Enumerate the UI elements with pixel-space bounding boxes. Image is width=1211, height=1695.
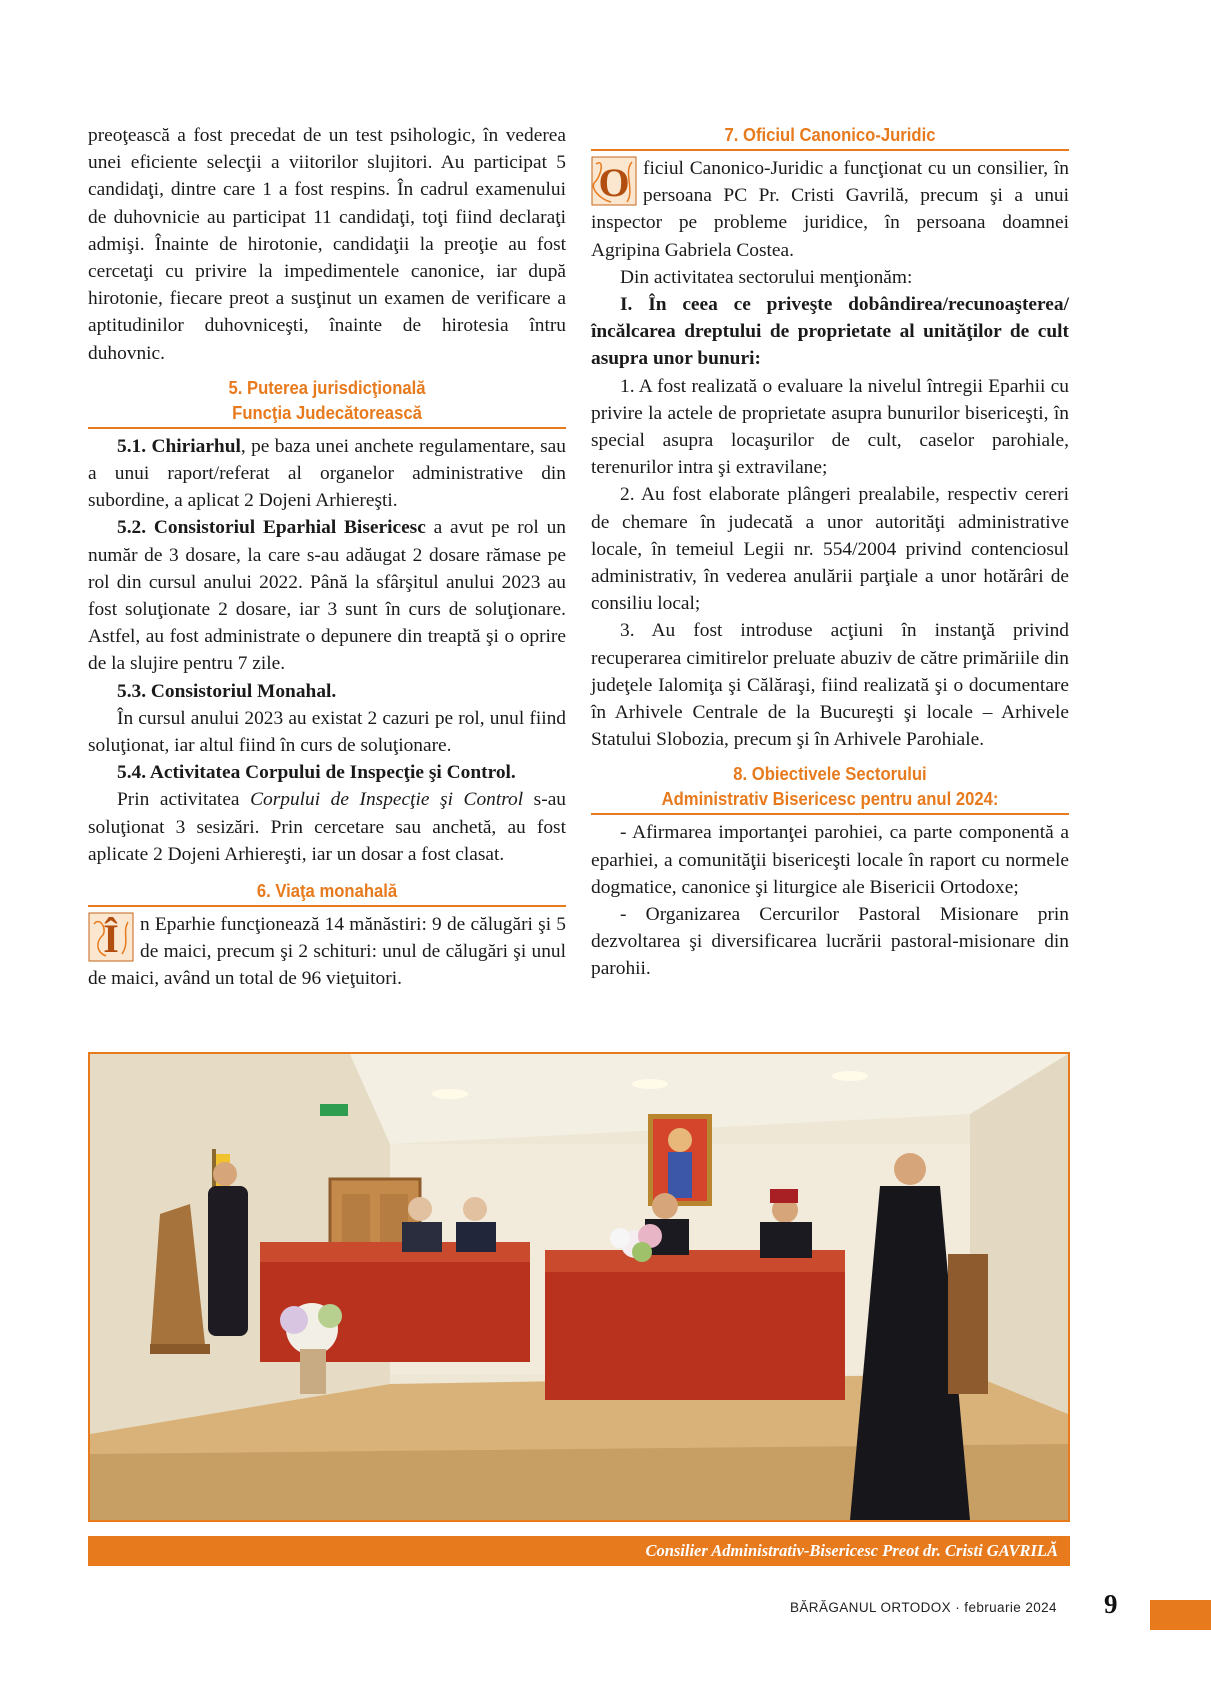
section-8-subtitle: Administrativ Bisericesc pentru anul 2024: (661, 788, 999, 810)
section-8-rule (591, 813, 1069, 815)
right-column (591, 122, 1069, 983)
publication-name: BĂRĂGANUL ORTODOX (790, 1600, 952, 1615)
paragraph-6: Î n Eparhie funcţionează 14 mănăstiri: 9 de călugări şi 5 de maici, precum şi 2 schituri: unul de călugări şi unul de maici, având un total de 96 vieţuitori. (88, 914, 566, 990)
paragraph-5-4-heading: 5.4. Activitatea Corpului de Inspecţie şi Control. (117, 762, 516, 784)
issue-date: · februarie 2024 (951, 1600, 1057, 1615)
section-7-rule (591, 149, 1069, 151)
section-5-subtitle: Funcţia Judecătorească (232, 401, 422, 423)
intro-paragraph: preoţească a fost precedat de un test psihologic, în vederea unei eficiente selecţii a viitorilor slujitori. Au participat 5 candidaţi, dintre care 1 a fost respins. În cadrul examenului de duhovnicie au participat 11 candidaţi, toţi fiind declaraţi admişi. Înainte de hirotonie, candidaţii la preoţie au fost cercetaţi cu privire la impedimentele canonice, iar după hirotonie, fiecare preot a susţinut un examen de verificare a aptitudinilor duhovniceşti, înainte de hirotesia întru duhovnic. (88, 125, 566, 364)
section-5-title: 5. Puterea jurisdicţională (228, 376, 426, 398)
page-number: 9 (1104, 1589, 1118, 1619)
paragraph-5-3: În cursul anului 2023 au existat 2 cazuri pe rol, unul fiind soluţionat, iar altul fiind în curs de soluţionare. (88, 707, 566, 757)
list-item-2: 2. Au fost elaborate plângeri prealabile, respectiv cereri de chemare în judecată a unor autorităţi administrative locale, în temeiul Legii nr. 554/2004 privind contenciosul administrativ, în vederea anulării parţiale a unor hotărâri de consiliu local; (591, 484, 1069, 615)
section-7-title: 7. Oficiul Canonico-Juridic (724, 124, 936, 145)
section-5-rule (88, 427, 566, 429)
paragraph-I-heading: I. În ceea ce priveşte dobândirea/recunoaşterea/încălcarea dreptului de proprietate al unităţilor de cult asupra unor bunuri: (591, 294, 1069, 370)
section-6-rule (88, 905, 566, 907)
section-8-title: 8. Obiectivele Sectorului (733, 763, 927, 785)
section-6-title: 6. Viaţa monahală (256, 880, 398, 902)
paragraph-5-3-heading: 5.3. Consistoriul Monahal. (117, 680, 337, 702)
ornamental-dropcap-i (88, 912, 134, 962)
paragraph-7: O ficiul Canonico-Juridic a funcţionat cu un consilier, în persoana PC Pr. Cristi Gavrilă, precum şi a unui inspector pe probleme juridice, în persoana doamnei Agripina Gabriela Costea. (591, 158, 1069, 261)
list-item-3: 3. Au fost introduse acţiuni în instanţă privind recuperarea cimitirelor preluate abuziv de către primăriile din judeţele Ialomiţa şi Călăraşi, fiind realizată şi o documentare în Arhivele Centrale de la Bucureşti şi locale – Arhivele Statului Slobozia, precum şi în Arhivele Parohiale. (591, 620, 1069, 751)
list-item-1: 1. A fost realizată o evaluare la nivelul întregii Eparhii cu privire la actele de proprietate asupra bunurilor bisericeşti, în special asupra locaşurilor de cult, caselor parohiale, terenurilor intra şi extravilane; (591, 375, 1069, 479)
paragraph-5-4: Prin activitatea Corpului de Inspecţie şi Control s-au soluţionat 3 sesizări. Prin cercetare sau anchetă, au fost aplicate 2 Dojeni Arhiereşti, iar un dosar a fost clasat. (88, 789, 566, 865)
page-edge-tab (1150, 1600, 1211, 1630)
ornamental-dropcap-o (591, 156, 637, 206)
left-column (88, 122, 566, 993)
page-footer (790, 1600, 1057, 1615)
photo-caption: Consilier Administrativ-Bisericesc Preot dr. Cristi GAVRILĂ (88, 1536, 1070, 1566)
paragraph-5-2: 5.2. Consistoriul Eparhial Bisericesc a avut pe rol un număr de 3 dosare, la care s-au adăugat 2 dosare rămase pe rol din cursul anului 2022. Până la sfârşitul anului 2023 au fost soluţionate 2 dosare, iar 3 sunt în curs de soluţionare. Astfel, au fost administrate o depunere din treaptă şi o oprire de la slujire pentru 7 zile. (88, 517, 567, 675)
objective-1: - Afirmarea importanţei parohiei, ca parte componentă a eparhiei, a comunităţii bisericeşti locale în raport cu normele dogmatice, canonice şi liturgice ale Bisericii Ortodoxe; (591, 822, 1069, 898)
meeting-photo-illustration (90, 1054, 1068, 1520)
svg-text:Î: Î (103, 916, 119, 962)
paragraph-din-activitate: Din activitatea sectorului menţionăm: (620, 266, 913, 288)
svg-text:O: O (598, 160, 630, 205)
objective-2: - Organizarea Cercurilor Pastoral Misionare prin dezvoltarea şi diversificarea lucrării pastoral-misionare din parohii. (591, 904, 1069, 980)
paragraph-5-1: 5.1. Chiriarhul, pe baza unei anchete regulamentare, sau a unui raport/referat al organelor administrative din subordine, a aplicat 2 Dojeni Arhiereşti. (88, 435, 566, 512)
meeting-photo (88, 1052, 1070, 1522)
